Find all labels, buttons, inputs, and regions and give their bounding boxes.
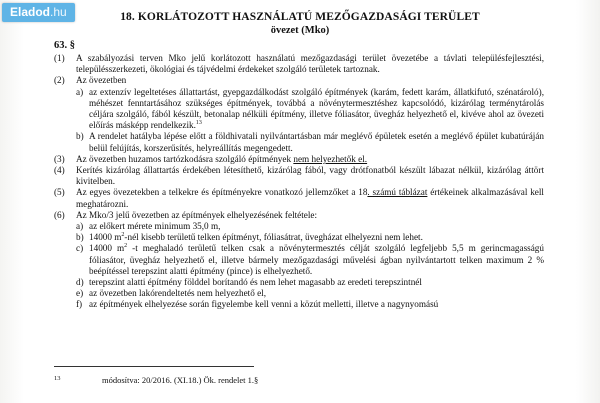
paragraph-number: (2) bbox=[54, 75, 65, 86]
watermark-brand: Eladod bbox=[10, 5, 51, 19]
item-text: az övezetben lakórendeltetés nem helyezhető el, bbox=[89, 288, 267, 299]
item-label: a) bbox=[76, 86, 84, 97]
paragraph-6-item-b bbox=[76, 232, 544, 243]
paragraph-number: (6) bbox=[54, 209, 65, 220]
paragraph-number: (5) bbox=[54, 187, 65, 198]
footnote-number: 13 bbox=[54, 375, 61, 382]
document-subtitle: övezet (Mko) bbox=[270, 25, 330, 36]
paragraph-number: (4) bbox=[54, 165, 65, 176]
item-text: az előkert mérete minimum 35,0 m, bbox=[89, 221, 221, 232]
paragraph-1 bbox=[54, 53, 544, 75]
document-body bbox=[54, 53, 544, 311]
paragraph-text: Az egyes övezetekben a telkekre és építményekre vonatkozó jellemzőket a 18. számú táblázat értékeinek alkalmazásával kell meghatározni. bbox=[76, 187, 544, 209]
item-label: f) bbox=[76, 299, 83, 310]
document-title: 18. KORLÁTOZOTT HASZNÁLATÚ MEZŐGAZDASÁGI TERÜLET bbox=[120, 11, 480, 23]
paragraph-number: (3) bbox=[54, 153, 65, 164]
footnote-text: módosítva: 20/2016. (XI.18.) Ök. rendelet 1.§ bbox=[102, 375, 259, 385]
paragraph-6-item-d bbox=[76, 277, 544, 288]
item-label: c) bbox=[76, 243, 84, 254]
item-label: a) bbox=[76, 221, 84, 232]
footnote-ref: 13 bbox=[195, 120, 202, 127]
item-text: 14000 $m^2$-nél kisebb területű telken építményt, fóliasátrat, üvegházat elhelyezni nem lehet. bbox=[89, 232, 423, 243]
paragraph-6-item-c bbox=[76, 243, 544, 277]
paragraph-2 bbox=[54, 75, 544, 86]
paragraph-2-item-b bbox=[76, 131, 544, 153]
paragraph-6-item-e bbox=[76, 288, 544, 299]
item-label: d) bbox=[76, 277, 84, 288]
paragraph-6-item-f bbox=[76, 299, 544, 310]
section-number: 63. § bbox=[54, 40, 75, 51]
item-text: A rendelet hatályba lépése előtt a földhivatali nyilvántartásban már meglévő épületek esetén a meglévő épület kubatúráján belül felújítás, korszerűsítés, helyreállítás megengedett. bbox=[89, 131, 544, 153]
paragraph-3 bbox=[54, 154, 544, 165]
item-label: e) bbox=[76, 288, 84, 299]
item-text: az építmények elhelyezése során figyelembe kell venni a közút melletti, illetve a nagynyomású bbox=[89, 299, 439, 310]
footnote bbox=[54, 375, 258, 385]
item-text: 14000 $m^2$ -t meghaladó területű telken csak a növénytermesztés célját szolgáló legfeljebb 5,5 m gerincmagasságú fóliasátor, üvegház helyezhető el, illetve bármely mezőgazdasági művelési ágban nyilvántartott telken maximum 2 % beépítéssel terepszint alatti építmény (pince) is elhelyezhető. bbox=[89, 243, 544, 276]
paragraph-text: Az övezetben bbox=[76, 75, 127, 86]
paragraph-number: (1) bbox=[54, 53, 65, 63]
paragraph-text: A szabályozási terven Mko jelű korlátozott használatú mezőgazdasági terület övezetébe a távlati településfejlesztési, településszerkezeti, ökológiai és tájvédelmi érdekeket szolgáló területek tartoznak. bbox=[76, 53, 544, 75]
paragraph-text: Kerítés kizárólag állattartás érdekében létesíthető, kizárólag fából, vagy drótfonatból készült lábazat nélkül, kizárólag áttört kivitelben. bbox=[76, 165, 544, 187]
item-text: terepszint alatti építmény földdel borítandó és nem lehet magasabb az eredeti terepszintnél bbox=[89, 277, 422, 288]
paragraph-text: Az Mko/3 jelű övezetben az építmények elhelyezésének feltétele: bbox=[76, 209, 318, 220]
paragraph-4 bbox=[54, 165, 544, 187]
footnote-divider bbox=[54, 366, 254, 367]
table-reference: . számú táblázat bbox=[367, 187, 428, 198]
paragraph-2-item-a bbox=[76, 87, 544, 132]
paragraph-5 bbox=[54, 187, 544, 209]
watermark-tld: .hu bbox=[50, 5, 67, 19]
item-label: b) bbox=[76, 232, 84, 243]
paragraph-6 bbox=[54, 210, 544, 221]
paragraph-text: Az övezetben huzamos tartózkodásra szolgáló építmények nem helyezhetők el. bbox=[76, 153, 368, 164]
paragraph-6-item-a bbox=[76, 221, 544, 232]
item-label: b) bbox=[76, 131, 84, 142]
item-text: az extenzív legeltetéses állattartást, gyepgazdálkodást szolgáló építmények (karám, fedett karám, állatkifutó, szénatároló), méhészet fenntartásához szükséges építmények, továbbá a növénytermesztéshez kapcsolódó, kizárólag terménytárolás céljára szolgáló, fából készült, betonalap nélküli építmény, illetve fóliasátor, üvegház helyezhető el, kivéve ahol az övezeti előírás másképp rendelkezik.$^{13}$ bbox=[89, 86, 544, 131]
underlined-text: nem helyezhetők el. bbox=[293, 153, 368, 164]
